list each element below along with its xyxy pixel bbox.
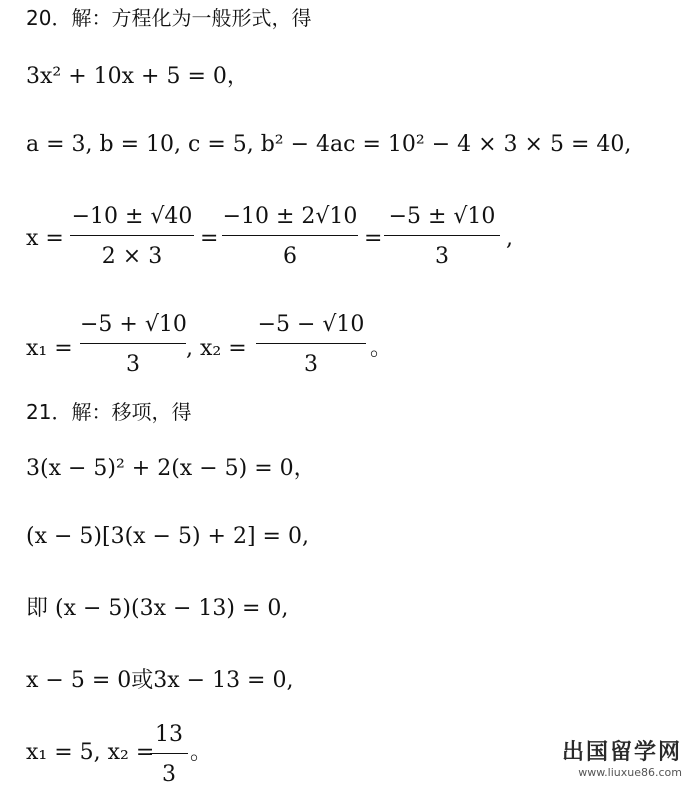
x1-denominator: 3 <box>126 352 140 377</box>
watermark <box>562 735 682 779</box>
trailing-comma: , <box>506 226 513 251</box>
x2-fraction-bar <box>256 343 366 344</box>
fraction-3-bar <box>384 235 500 236</box>
problem-20-header: 20．解：方程化为一般形式，得 <box>26 6 312 30</box>
fraction-2-numerator: −10 ± 2√10 <box>222 204 358 229</box>
fraction-3-denominator: 3 <box>435 244 449 269</box>
watermark-title: 出国留学网 <box>561 740 682 765</box>
x1-label: x₁ = <box>26 336 73 361</box>
period-mark: 。 <box>370 336 393 361</box>
problem-21-equation-1: 3(x − 5)² + 2(x − 5) = 0， <box>26 456 316 481</box>
fraction-2 <box>222 204 358 269</box>
x2-fraction <box>256 312 366 377</box>
fraction-1-bar <box>70 235 194 236</box>
solution-fraction <box>150 722 188 787</box>
solution-period: 。 <box>190 740 213 765</box>
fraction-3-numerator: −5 ± √10 <box>388 204 496 229</box>
equals-sign-2: = <box>364 226 383 251</box>
problem-21-equation-3: 即 (x − 5)(3x − 13) = 0, <box>26 596 289 621</box>
x1-fraction-bar <box>80 343 186 344</box>
problem-21-equation-2: (x − 5)[3(x − 5) + 2] = 0, <box>26 524 309 549</box>
x1-fraction <box>80 312 186 377</box>
problem-20-equation-2: a = 3, b = 10, c = 5, b² − 4ac = 10² − 4 × 3 × 5 = 40, <box>26 132 632 157</box>
fraction-2-denominator: 6 <box>283 244 297 269</box>
x2-label: , x₂ = <box>186 336 247 361</box>
fraction-1-numerator: −10 ± √40 <box>71 204 193 229</box>
problem-20-x-label: x = <box>26 226 64 251</box>
problem-20-equation-1: 3x² + 10x + 5 = 0， <box>26 64 249 89</box>
solution-fraction-bar <box>150 753 188 754</box>
watermark-url: www.liuxue86.com <box>578 766 682 779</box>
fraction-3 <box>384 204 500 269</box>
solution-denominator: 3 <box>162 762 176 787</box>
problem-21-solution-label: x₁ = 5, x₂ = <box>26 740 155 765</box>
problem-21-header: 21．解：移项，得 <box>26 400 192 424</box>
problem-21-equation-4: x − 5 = 0或3x − 13 = 0, <box>26 668 294 693</box>
solution-numerator: 13 <box>155 722 183 747</box>
equals-sign-1: = <box>200 226 219 251</box>
fraction-1 <box>70 204 194 269</box>
x2-denominator: 3 <box>304 352 318 377</box>
fraction-1-denominator: 2 × 3 <box>101 244 163 269</box>
x1-numerator: −5 + √10 <box>80 312 187 337</box>
fraction-2-bar <box>222 235 358 236</box>
x2-numerator: −5 − √10 <box>257 312 365 337</box>
